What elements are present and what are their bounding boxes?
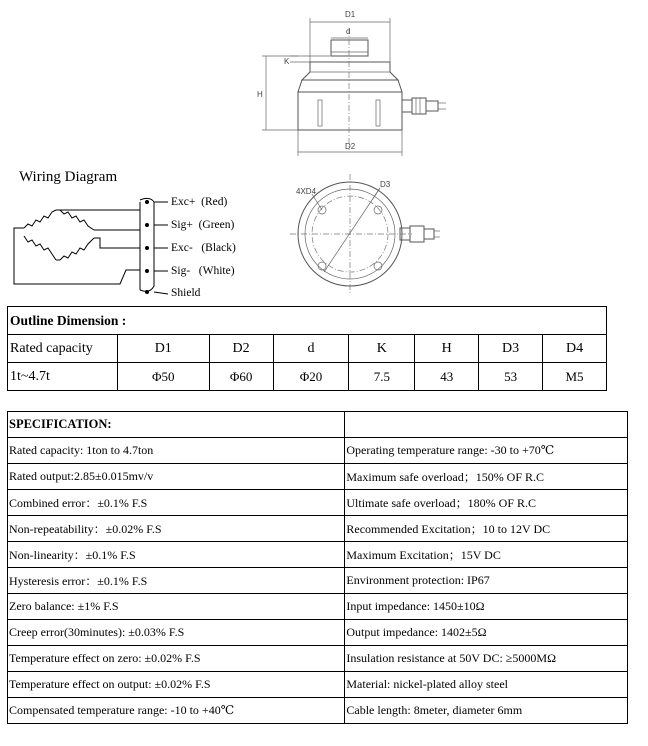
outline-value-cell: Φ60 [209, 363, 273, 391]
spec-cell-right: Environment protection: IP67 [345, 568, 628, 594]
spec-row [8, 698, 628, 724]
outline-value-row [8, 363, 607, 391]
spec-cell-left: Creep error(30minutes): ±0.03% F.S [8, 620, 345, 646]
outline-header-row [8, 335, 607, 363]
spec-cell-right: Material: nickel-plated alloy steel [345, 672, 628, 698]
outline-header-cell: Rated capacity [8, 335, 118, 363]
spec-cell-right: Output impedance: 1402±5Ω [345, 620, 628, 646]
outline-header-cell: D2 [209, 335, 273, 363]
spec-row [8, 568, 628, 594]
dim-label-d: d [346, 27, 351, 36]
outline-header-cell: D3 [479, 335, 543, 363]
dim-label-d2: D2 [345, 142, 356, 151]
spec-cell-left: Temperature effect on output: ±0.02% F.S [8, 672, 345, 698]
spec-row [8, 490, 628, 516]
spec-cell-right: Ultimate safe overload；180% OF R.C [345, 490, 628, 516]
specification-title: SPECIFICATION: [8, 412, 345, 438]
spec-cell-left: Non-repeatability：±0.02% F.S [8, 516, 345, 542]
outline-header-cell: D1 [117, 335, 209, 363]
outline-value-cell: Φ20 [273, 363, 349, 391]
dim-label-k: K [284, 57, 290, 66]
dim-label-holes: 4XD4 [296, 187, 317, 196]
spec-row [8, 542, 628, 568]
outline-value-cell: 43 [415, 363, 479, 391]
wire-label-sig-minus: Sig- (White) [171, 265, 235, 277]
outline-header-cell: D4 [543, 335, 607, 363]
wire-label-sig-plus: Sig+ (Green) [171, 219, 235, 231]
outline-value-cell: Φ50 [117, 363, 209, 391]
spec-row [8, 438, 628, 464]
spec-cell-right: Maximum Excitation；15V DC [345, 542, 628, 568]
spec-cell-right: Insulation resistance at 50V DC: ≥5000MΩ [345, 646, 628, 672]
spec-cell-right: Maximum safe overload；150% OF R.C [345, 464, 628, 490]
outline-dimension-table [7, 306, 607, 391]
spec-cell-left: Rated capacity: 1ton to 4.7ton [8, 438, 345, 464]
spec-cell-left: Zero balance: ±1% F.S [8, 594, 345, 620]
spec-cell-right: Input impedance: 1450±10Ω [345, 594, 628, 620]
wiring-schematic [0, 188, 180, 308]
outline-header-cell: H [415, 335, 479, 363]
spec-cell-right: Recommended Excitation；10 to 12V DC [345, 516, 628, 542]
outline-value-cell: M5 [543, 363, 607, 391]
dim-label-d3: D3 [380, 180, 391, 189]
dim-label-h: H [257, 90, 263, 99]
specification-title-blank [345, 412, 628, 438]
wiring-diagram-title: Wiring Diagram [19, 169, 118, 185]
outline-value-cell: 53 [479, 363, 543, 391]
wire-label-exc-plus: Exc+ (Red) [171, 196, 228, 208]
outline-value-cell: 7.5 [349, 363, 415, 391]
wire-label-exc-minus: Exc- (Black) [171, 242, 236, 254]
outline-header-cell: d [273, 335, 349, 363]
spec-row [8, 464, 628, 490]
spec-row [8, 672, 628, 698]
spec-cell-left: Temperature effect on zero: ±0.02% F.S [8, 646, 345, 672]
outline-header-cell: K [349, 335, 415, 363]
spec-row [8, 516, 628, 542]
outline-value-cell: 1t~4.7t [8, 363, 118, 391]
spec-cell-left: Non-linearity：±0.1% F.S [8, 542, 345, 568]
side-view-drawing [0, 0, 648, 170]
outline-dimension-title: Outline Dimension : [8, 307, 607, 335]
specification-table [7, 411, 628, 724]
spec-cell-left: Combined error：±0.1% F.S [8, 490, 345, 516]
wire-label-shield: Shield [171, 287, 201, 299]
spec-cell-left: Compensated temperature range: -10 to +40℃ [8, 698, 345, 724]
spec-cell-left: Rated output:2.85±0.015mv/v [8, 464, 345, 490]
spec-cell-left: Hysteresis error：±0.1% F.S [8, 568, 345, 594]
dim-label-d1: D1 [345, 10, 356, 19]
spec-cell-right: Operating temperature range: -30 to +70℃ [345, 438, 628, 464]
spec-row [8, 594, 628, 620]
spec-cell-right: Cable length: 8meter, diameter 6mm [345, 698, 628, 724]
spec-row [8, 646, 628, 672]
spec-row [8, 620, 628, 646]
